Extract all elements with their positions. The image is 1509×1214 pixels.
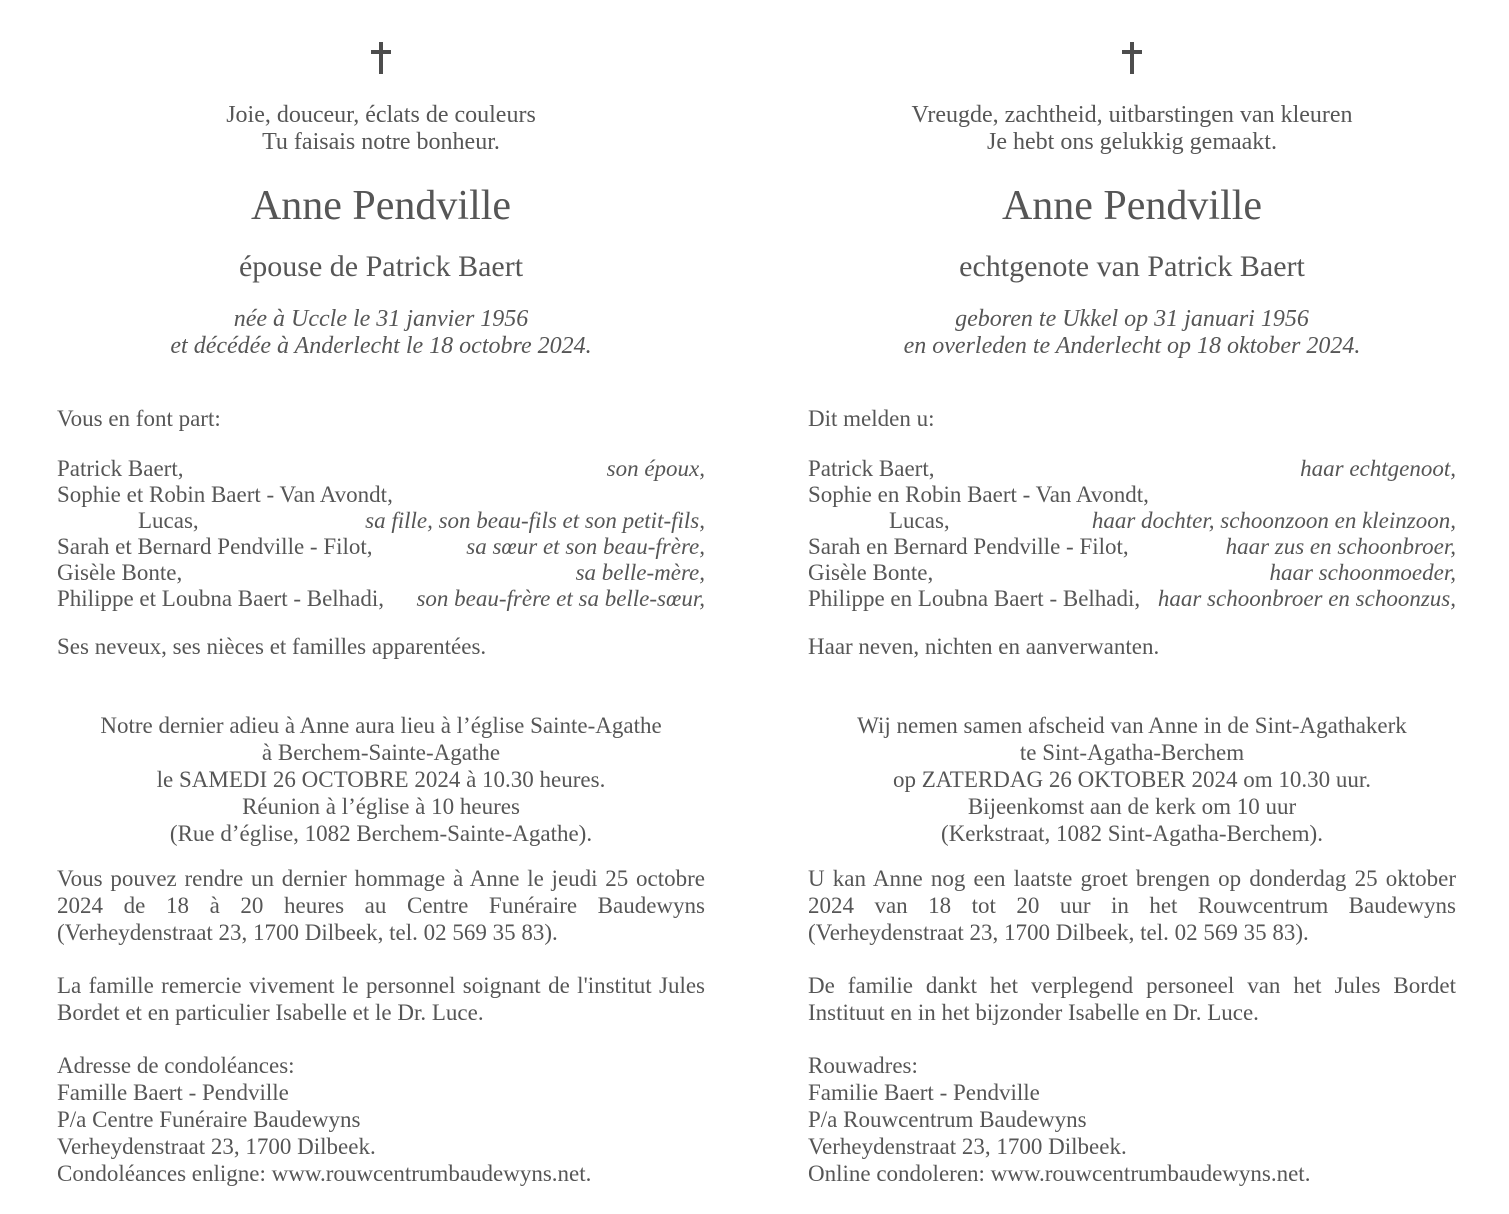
family-member-relation: haar dochter, schoonzoon en kleinzoon, (1091, 508, 1456, 533)
family-member-relation: sa belle-mère, (575, 560, 705, 585)
cross-container (57, 42, 705, 76)
family-row (57, 534, 705, 560)
ceremony-details (57, 712, 705, 847)
address-line: P/a Centre Funéraire Baudewyns (57, 1107, 361, 1132)
epitaph-verse (57, 102, 705, 156)
ceremony-line: (Kerkstraat, 1082 Sint-Agatha-Berchem). (941, 821, 1323, 846)
birth-line: geboren te Ukkel op 31 januari 1956 (955, 306, 1309, 332)
family-footer: Ses neveux, ses nièces et familles apparentées. (57, 634, 487, 659)
column-content (57, 42, 705, 1187)
family-member-name: Philippe et Loubna Baert - Belhadi, (57, 586, 385, 611)
condolence-address (808, 1052, 1456, 1187)
address-line: Familie Baert - Pendville (808, 1080, 1040, 1105)
family-member-name: Patrick Baert, (57, 456, 184, 481)
ceremony-line: Réunion à l’église à 10 heures (242, 794, 520, 819)
spouse-relation: echtgenote van Patrick Baert (959, 250, 1305, 283)
birth-death-dates (808, 306, 1456, 360)
family-member-relation: haar schoonbroer en schoonzus, (1157, 586, 1456, 611)
family-member-relation: haar echtgenoot, (1300, 456, 1456, 481)
memorial-column-french (0, 0, 754, 1214)
family-list (808, 456, 1456, 612)
family-row (808, 482, 1456, 508)
birth-death-dates (57, 306, 705, 360)
ceremony-line: le SAMEDI 26 OCTOBRE 2024 à 10.30 heures. (156, 767, 606, 792)
ceremony-details (808, 712, 1456, 847)
visitation-paragraph: U kan Anne nog een laatste groet brengen op donderdag 25 oktober 2024 van 18 tot 20 uur in het Rouwcentrum Baudewyns (Verheydenstraat 23, 1700 Dilbeek, tel. 02 569 35 83). (808, 866, 1456, 945)
address-line: Verheydenstraat 23, 1700 Dilbeek. (57, 1134, 376, 1159)
cross-icon (1122, 42, 1142, 74)
ceremony-line: Notre dernier adieu à Anne aura lieu à l’église Sainte-Agathe (100, 713, 662, 738)
family-member-relation: son beau-frère et sa belle-sœur, (416, 586, 705, 611)
family-row (57, 560, 705, 586)
family-member-relation: sa sœur et son beau-frère, (466, 534, 705, 559)
ceremony-line: te Sint-Agatha-Berchem (1019, 740, 1245, 765)
thanks-paragraph: La famille remercie vivement le personnel soignant de l'institut Jules Bordet et en particulier Isabelle et le Dr. Luce. (57, 973, 705, 1025)
family-row (808, 586, 1456, 612)
epitaph-line: Je hebt ons gelukkig gemaakt. (987, 129, 1277, 155)
address-line: Famille Baert - Pendville (57, 1080, 289, 1105)
ceremony-line: Wij nemen samen afscheid van Anne in de Sint-Agathakerk (857, 713, 1407, 738)
epitaph-line: Joie, douceur, éclats de couleurs (226, 102, 536, 128)
family-member-name: Sophie et Robin Baert - Van Avondt, (57, 482, 393, 507)
family-row (808, 508, 1456, 534)
death-line: en overleden te Anderlecht op 18 oktober 2024. (903, 333, 1361, 359)
family-member-name: Gisèle Bonte, (57, 560, 183, 585)
family-row (57, 508, 705, 534)
cross-container (808, 42, 1456, 76)
online-condolence-line: Condoléances enligne: www.rouwcentrumbaudewyns.net. (57, 1161, 592, 1186)
ceremony-line: Bijeenkomst aan de kerk om 10 uur (967, 794, 1297, 819)
condolence-address (57, 1052, 705, 1187)
column-content (808, 42, 1456, 1187)
ceremony-line: (Rue d’église, 1082 Berchem-Sainte-Agathe). (169, 821, 593, 846)
family-list (57, 456, 705, 612)
address-line: Verheydenstraat 23, 1700 Dilbeek. (808, 1134, 1127, 1159)
family-member-relation: haar schoonmoeder, (1269, 560, 1456, 585)
death-line: et décédée à Anderlecht le 18 octobre 2024. (170, 333, 592, 359)
announcement-intro: Dit melden u: (808, 406, 935, 431)
epitaph-line: Vreugde, zachtheid, uitbarstingen van kleuren (911, 102, 1353, 128)
deceased-name: Anne Pendville (250, 183, 512, 229)
epitaph-verse (808, 102, 1456, 156)
deceased-name: Anne Pendville (1001, 183, 1263, 229)
family-member-name: Sarah en Bernard Pendville - Filot, (808, 534, 1129, 559)
family-member-name: Sophie en Robin Baert - Van Avondt, (808, 482, 1149, 507)
family-footer: Haar neven, nichten en aanverwanten. (808, 634, 1160, 659)
family-row (57, 456, 705, 482)
family-member-name: Gisèle Bonte, (808, 560, 934, 585)
memorial-column-dutch (754, 0, 1508, 1214)
address-heading: Adresse de condoléances: (57, 1053, 295, 1078)
address-line: P/a Rouwcentrum Baudewyns (808, 1107, 1087, 1132)
family-member-name: Patrick Baert, (808, 456, 935, 481)
family-member-name: Lucas, (138, 508, 199, 533)
epitaph-line: Tu faisais notre bonheur. (262, 129, 500, 155)
family-member-relation: sa fille, son beau-fils et son petit-fils, (365, 508, 705, 533)
family-member-name: Philippe en Loubna Baert - Belhadi, (808, 586, 1141, 611)
family-row (808, 534, 1456, 560)
cross-icon (371, 42, 391, 74)
family-member-name: Lucas, (889, 508, 950, 533)
online-condolence-line: Online condoleren: www.rouwcentrumbaudewyns.net. (808, 1161, 1311, 1186)
family-row (808, 456, 1456, 482)
family-row (57, 482, 705, 508)
address-heading: Rouwadres: (808, 1053, 918, 1078)
family-row (57, 586, 705, 612)
spouse-relation: épouse de Patrick Baert (238, 250, 524, 283)
family-member-name: Sarah et Bernard Pendville - Filot, (57, 534, 373, 559)
family-member-relation: son époux, (606, 456, 705, 481)
announcement-intro: Vous en font part: (57, 406, 221, 431)
family-member-relation: haar zus en schoonbroer, (1225, 534, 1456, 559)
visitation-paragraph: Vous pouvez rendre un dernier hommage à Anne le jeudi 25 octobre 2024 de 18 à 20 heures au Centre Funéraire Baudewyns (Verheydenstraat 23, 1700 Dilbeek, tel. 02 569 35 83). (57, 866, 705, 945)
thanks-paragraph: De familie dankt het verplegend personeel van het Jules Bordet Instituut en in het bijzonder Isabelle en Dr. Luce. (808, 973, 1456, 1025)
family-row (808, 560, 1456, 586)
ceremony-line: op ZATERDAG 26 OKTOBER 2024 om 10.30 uur. (892, 767, 1372, 792)
birth-line: née à Uccle le 31 janvier 1956 (233, 306, 529, 332)
ceremony-line: à Berchem-Sainte-Agathe (261, 740, 501, 765)
